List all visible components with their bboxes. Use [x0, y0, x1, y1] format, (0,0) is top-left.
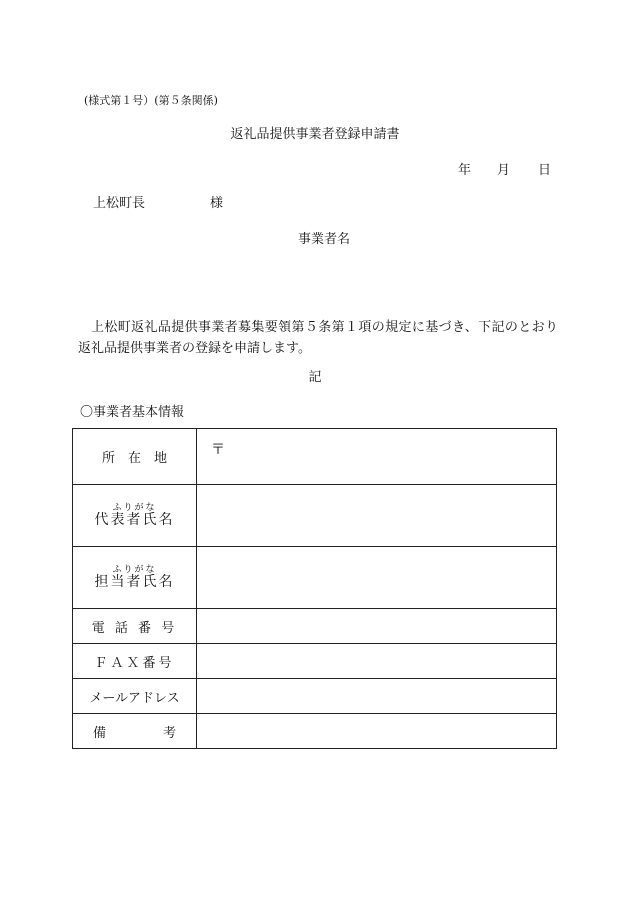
remarks-field[interactable] [197, 714, 557, 749]
representative-furigana: ふりがな [112, 503, 157, 513]
section-heading: 〇事業者基本情報 [80, 405, 185, 420]
fax-label: ＦＡＸ番号 [73, 644, 197, 679]
remarks-label-char-2: 考 [162, 725, 176, 741]
application-body-text: 上松町返礼品提供事業者募集要領第５条第１項の規定に基づき、下記のとおり返礼品提供事業者の登録を申請します。 [78, 320, 558, 356]
phone-field[interactable] [197, 609, 557, 644]
date-year: 年 [458, 163, 472, 178]
table-row-representative [73, 485, 557, 547]
date-day: 日 [538, 163, 552, 178]
email-field[interactable] [197, 679, 557, 714]
table-row-remarks [73, 714, 557, 749]
representative-field[interactable] [197, 485, 557, 547]
postal-mark: 〒 [211, 442, 225, 458]
table-row-phone [73, 609, 557, 644]
contact-furigana: ふりがな [112, 565, 157, 575]
contact-label: 担当者氏名 [94, 574, 175, 590]
addressee-honorific: 様 [210, 196, 224, 211]
table-row-contact [73, 547, 557, 609]
form-number: (様式第１号）(第５条関係) [84, 94, 218, 107]
contact-field[interactable] [197, 547, 557, 609]
phone-label: 電 話 番 号 [73, 609, 197, 644]
contact-label-cell [73, 547, 197, 609]
addressee-name: 上松町長 [93, 196, 146, 211]
address-label: 所 在 地 [73, 429, 197, 485]
table-row-email [73, 679, 557, 714]
table-row-fax [73, 644, 557, 679]
date-month: 月 [497, 163, 511, 178]
remarks-label-char-1: 備 [93, 725, 107, 741]
address-field[interactable] [197, 429, 557, 485]
ki-heading: 記 [308, 370, 322, 385]
document-title: 返礼品提供事業者登録申請書 [230, 127, 400, 142]
fax-field[interactable] [197, 644, 557, 679]
table-row-address [73, 429, 557, 485]
business-info-table [72, 428, 557, 749]
business-name-label: 事業者名 [298, 232, 351, 247]
representative-label: 代表者氏名 [94, 512, 175, 528]
representative-label-cell [73, 485, 197, 547]
email-label: メールアドレス [73, 679, 197, 714]
remarks-label-cell [73, 714, 197, 749]
